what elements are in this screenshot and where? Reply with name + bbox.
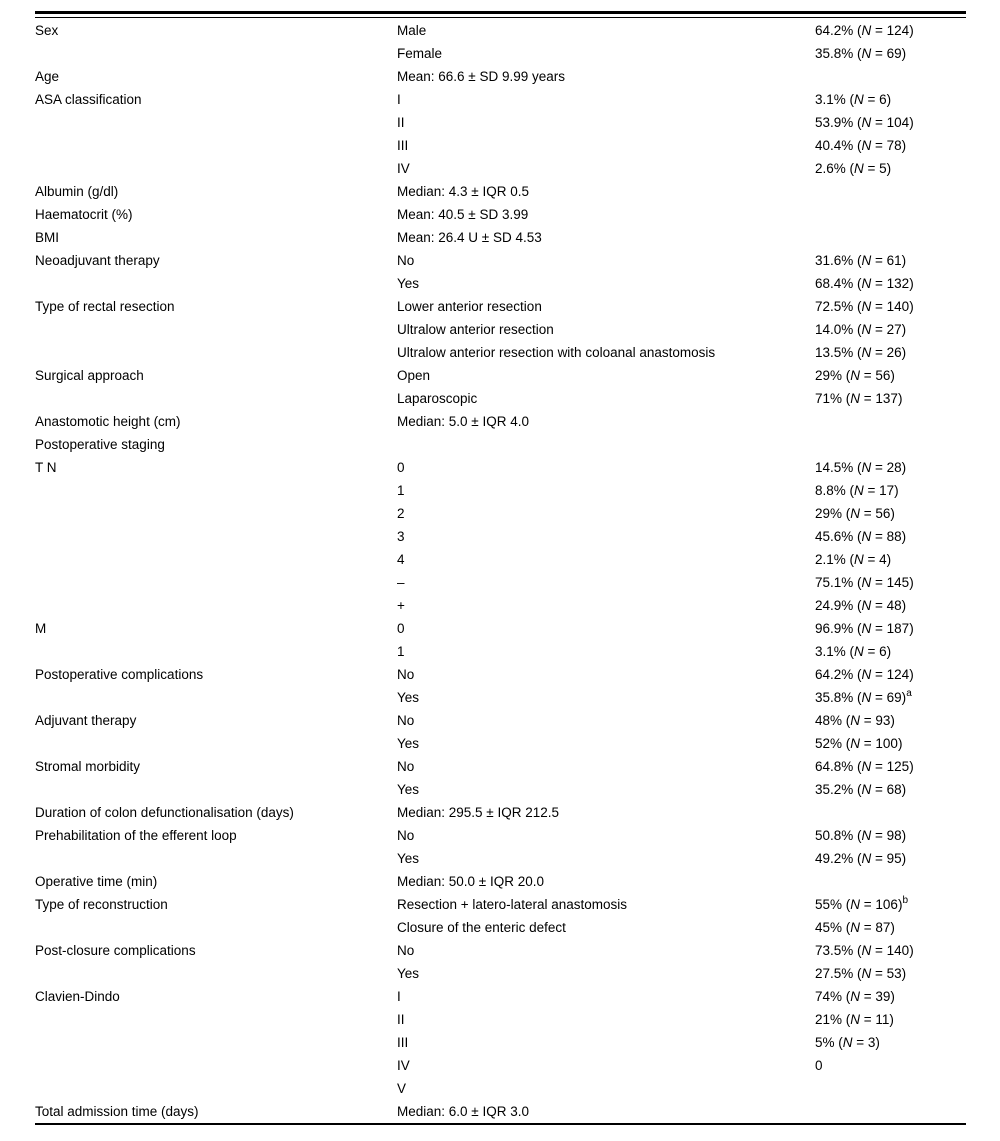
table-row [35, 65, 966, 88]
value-cell [815, 65, 966, 88]
table-row [35, 502, 966, 525]
category-cell: No [397, 828, 415, 843]
table-row [35, 709, 966, 732]
italic-n: N [861, 966, 872, 981]
category-cell: IV [397, 1058, 410, 1073]
table-row [35, 801, 966, 824]
value-cell: 50.8% (N = 98) [815, 828, 907, 843]
value-cell: 2.6% (N = 5) [815, 161, 892, 176]
category-cell: IV [397, 161, 410, 176]
value-cell [815, 226, 966, 249]
category-cell: Open [397, 368, 431, 383]
table-row [35, 410, 966, 433]
table-row [35, 1077, 966, 1100]
variable-cell [35, 732, 397, 755]
table-row [35, 226, 966, 249]
table-row [35, 433, 966, 456]
table-row [35, 364, 966, 387]
italic-n: N [861, 621, 872, 636]
category-cell: Yes [397, 736, 420, 751]
table-row [35, 387, 966, 410]
category-cell: 1 [397, 644, 405, 659]
variable-cell: Type of reconstruction [35, 897, 168, 912]
category-cell: Mean: 66.6 ± SD 9.99 years [397, 69, 565, 84]
category-cell [397, 433, 815, 456]
category-cell: No [397, 713, 415, 728]
variable-cell: Adjuvant therapy [35, 713, 137, 728]
table-row [35, 341, 966, 364]
value-cell: 35.2% (N = 68) [815, 782, 907, 797]
value-cell: 55% (N = 106)$^b$ [815, 894, 908, 912]
table-row [35, 617, 966, 640]
italic-n: N [850, 368, 861, 383]
variable-cell: Albumin (g/dl) [35, 184, 119, 199]
italic-n: N [861, 460, 872, 475]
value-cell [815, 870, 966, 893]
value-cell: 2.1% (N = 4) [815, 552, 892, 567]
variable-cell: Haematocrit (%) [35, 207, 133, 222]
variable-cell [35, 548, 397, 571]
category-cell: Female [397, 46, 443, 61]
table-row [35, 571, 966, 594]
value-cell: 14.0% (N = 27) [815, 322, 907, 337]
category-cell: + [397, 598, 405, 613]
footnote-marker: a [906, 687, 912, 699]
category-cell: No [397, 759, 415, 774]
value-cell: 31.6% (N = 61) [815, 253, 907, 268]
italic-n: N [861, 828, 872, 843]
footnote-marker: b [902, 894, 908, 906]
value-cell [815, 180, 966, 203]
variable-cell: BMI [35, 230, 60, 245]
value-cell: 75.1% (N = 145) [815, 575, 914, 590]
value-cell: 49.2% (N = 95) [815, 851, 907, 866]
variable-cell: Post-closure complications [35, 943, 196, 958]
table-row [35, 295, 966, 318]
variable-cell [35, 847, 397, 870]
variable-cell [35, 318, 397, 341]
value-cell: 68.4% (N = 132) [815, 276, 914, 291]
category-cell: Male [397, 23, 427, 38]
variable-cell [35, 916, 397, 939]
table-row [35, 525, 966, 548]
variable-cell [35, 686, 397, 709]
variable-cell [35, 962, 397, 985]
category-cell: II [397, 115, 405, 130]
italic-n: N [850, 897, 861, 912]
value-cell: 45.6% (N = 88) [815, 529, 907, 544]
variable-cell: Age [35, 69, 60, 84]
value-cell: 21% (N = 11) [815, 1012, 894, 1027]
italic-n: N [850, 989, 861, 1004]
variable-cell [35, 1054, 397, 1077]
category-cell: Yes [397, 276, 420, 291]
category-cell: 2 [397, 506, 405, 521]
category-cell: Median: 4.3 ± IQR 0.5 [397, 184, 529, 199]
italic-n: N [861, 667, 872, 682]
variable-cell [35, 272, 397, 295]
value-cell: 64.2% (N = 124) [815, 23, 914, 38]
variable-cell [35, 1077, 397, 1100]
table-row [35, 640, 966, 663]
variable-cell: Postoperative complications [35, 667, 204, 682]
table-bottom-rule [35, 1123, 966, 1125]
category-cell: Ultralow anterior resection [397, 322, 554, 337]
variable-cell: Surgical approach [35, 368, 144, 383]
value-cell [815, 410, 966, 433]
variable-cell [35, 571, 397, 594]
value-cell: 27.5% (N = 53) [815, 966, 907, 981]
value-cell: 64.8% (N = 125) [815, 759, 914, 774]
category-cell: Yes [397, 851, 420, 866]
italic-n: N [850, 506, 861, 521]
table-row [35, 180, 966, 203]
italic-n: N [854, 644, 864, 659]
italic-n: N [850, 1012, 861, 1027]
italic-n: N [854, 552, 864, 567]
variable-cell: Operative time (min) [35, 874, 158, 889]
italic-n: N [854, 92, 864, 107]
italic-n: N [861, 575, 872, 590]
value-cell: 53.9% (N = 104) [815, 115, 914, 130]
table-header-rule [35, 17, 966, 18]
category-cell: Median: 295.5 ± IQR 212.5 [397, 805, 560, 820]
table-row [35, 686, 966, 709]
table-row [35, 1008, 966, 1031]
value-cell: 96.9% (N = 187) [815, 621, 914, 636]
value-cell: 29% (N = 56) [815, 368, 895, 383]
category-cell: Median: 50.0 ± IQR 20.0 [397, 874, 544, 889]
table-row [35, 847, 966, 870]
italic-n: N [854, 161, 864, 176]
value-cell: 13.5% (N = 26) [815, 345, 907, 360]
value-cell [815, 433, 966, 456]
italic-n: N [850, 713, 861, 728]
category-cell: No [397, 667, 415, 682]
value-cell: 73.5% (N = 140) [815, 943, 914, 958]
table-row [35, 42, 966, 65]
value-cell: 14.5% (N = 28) [815, 460, 907, 475]
italic-n: N [861, 138, 872, 153]
table-row [35, 1054, 966, 1077]
characteristics-table-wrap [35, 11, 966, 1125]
value-cell: 48% (N = 93) [815, 713, 895, 728]
category-cell: Resection + latero-lateral anastomosis [397, 897, 627, 912]
italic-n: N [842, 1035, 853, 1050]
variable-cell: Sex [35, 23, 59, 38]
category-cell: 4 [397, 552, 405, 567]
italic-n: N [861, 598, 872, 613]
category-cell: Closure of the enteric defect [397, 920, 566, 935]
italic-n: N [861, 115, 872, 130]
value-cell: 3.1% (N = 6) [815, 644, 892, 659]
table-row [35, 755, 966, 778]
variable-cell: Type of rectal resection [35, 299, 175, 314]
italic-n: N [861, 299, 872, 314]
table-row [35, 157, 966, 180]
category-cell: Laparoscopic [397, 391, 478, 406]
table-row [35, 479, 966, 502]
category-cell: III [397, 1035, 409, 1050]
table-row [35, 916, 966, 939]
italic-n: N [861, 23, 872, 38]
variable-cell: Postoperative staging [35, 437, 165, 452]
value-cell: 45% (N = 87) [815, 920, 895, 935]
italic-n: N [850, 920, 861, 935]
variable-cell: Clavien-Dindo [35, 989, 120, 1004]
category-cell: Yes [397, 966, 420, 981]
table-row [35, 985, 966, 1008]
category-cell: V [397, 1081, 407, 1096]
table-row [35, 870, 966, 893]
variable-cell: Prehabilitation of the efferent loop [35, 828, 237, 843]
variable-cell [35, 525, 397, 548]
italic-n: N [861, 253, 872, 268]
table-row [35, 249, 966, 272]
italic-n: N [850, 391, 861, 406]
variable-cell [35, 778, 397, 801]
table-row [35, 19, 966, 42]
value-cell: 24.9% (N = 48) [815, 598, 907, 613]
table-row [35, 548, 966, 571]
variable-cell [35, 157, 397, 180]
variable-cell [35, 134, 397, 157]
category-cell: II [397, 1012, 405, 1027]
table-row [35, 272, 966, 295]
value-cell: 64.2% (N = 124) [815, 667, 914, 682]
value-cell [815, 203, 966, 226]
category-cell: – [397, 575, 405, 590]
variable-cell: Total admission time (days) [35, 1104, 199, 1119]
category-cell: 0 [397, 460, 405, 475]
table-row [35, 88, 966, 111]
category-cell: Median: 5.0 ± IQR 4.0 [397, 414, 529, 429]
category-cell: I [397, 92, 401, 107]
variable-cell [35, 111, 397, 134]
italic-n: N [861, 943, 872, 958]
category-cell: Mean: 40.5 ± SD 3.99 [397, 207, 529, 222]
variable-cell: T N [35, 460, 57, 475]
variable-cell: ASA classification [35, 92, 142, 107]
value-cell: 74% (N = 39) [815, 989, 895, 1004]
value-cell: 40.4% (N = 78) [815, 138, 907, 153]
value-cell: 0 [815, 1058, 823, 1073]
value-cell [815, 801, 966, 824]
category-cell: III [397, 138, 409, 153]
variable-cell [35, 387, 397, 410]
value-cell: 71% (N = 137) [815, 391, 903, 406]
value-cell [815, 1100, 966, 1123]
value-cell: 8.8% (N = 17) [815, 483, 899, 498]
table-row [35, 594, 966, 617]
category-cell: 1 [397, 483, 405, 498]
table-row [35, 318, 966, 341]
variable-cell [35, 341, 397, 364]
variable-cell: Neoadjuvant therapy [35, 253, 160, 268]
italic-n: N [861, 529, 872, 544]
category-cell: Median: 6.0 ± IQR 3.0 [397, 1104, 529, 1119]
table-row [35, 1100, 966, 1123]
italic-n: N [861, 46, 872, 61]
italic-n: N [861, 759, 872, 774]
variable-cell [35, 640, 397, 663]
italic-n: N [861, 322, 872, 337]
table-top-rule [35, 11, 966, 14]
table-row [35, 203, 966, 226]
table-row [35, 893, 966, 916]
value-cell [815, 1077, 966, 1100]
category-cell: No [397, 943, 415, 958]
value-cell: 72.5% (N = 140) [815, 299, 914, 314]
variable-cell [35, 479, 397, 502]
italic-n: N [861, 851, 872, 866]
italic-n: N [854, 483, 864, 498]
value-cell: 29% (N = 56) [815, 506, 895, 521]
variable-cell: Duration of colon defunctionalisation (days) [35, 805, 294, 820]
table-row [35, 962, 966, 985]
table-row [35, 732, 966, 755]
table-row [35, 824, 966, 847]
variable-cell: Stromal morbidity [35, 759, 141, 774]
category-cell: Yes [397, 782, 420, 797]
variable-cell: Anastomotic height (cm) [35, 414, 181, 429]
variable-cell [35, 1031, 397, 1054]
value-cell: 52% (N = 100) [815, 736, 903, 751]
category-cell: Lower anterior resection [397, 299, 542, 314]
patient-characteristics-table [35, 19, 966, 1123]
variable-cell [35, 42, 397, 65]
variable-cell: M [35, 621, 47, 636]
variable-cell [35, 1008, 397, 1031]
italic-n: N [861, 690, 872, 705]
category-cell: 0 [397, 621, 405, 636]
table-row [35, 939, 966, 962]
category-cell: No [397, 253, 415, 268]
category-cell: 3 [397, 529, 405, 544]
italic-n: N [861, 276, 872, 291]
category-cell: I [397, 989, 401, 1004]
italic-n: N [850, 736, 861, 751]
italic-n: N [861, 345, 872, 360]
variable-cell [35, 594, 397, 617]
table-row [35, 111, 966, 134]
table-row [35, 456, 966, 479]
table-body [35, 19, 966, 1123]
table-row [35, 663, 966, 686]
variable-cell [35, 502, 397, 525]
table-row [35, 1031, 966, 1054]
value-cell: 3.1% (N = 6) [815, 92, 892, 107]
table-row [35, 778, 966, 801]
italic-n: N [861, 782, 872, 797]
value-cell: 35.8% (N = 69) [815, 46, 907, 61]
value-cell: 35.8% (N = 69)$^a$ [815, 687, 912, 705]
table-row [35, 134, 966, 157]
category-cell: Yes [397, 690, 420, 705]
value-cell: 5% (N = 3) [815, 1035, 880, 1050]
category-cell: Mean: 26.4 U ± SD 4.53 [397, 230, 542, 245]
category-cell: Ultralow anterior resection with coloanal anastomosis [397, 345, 716, 360]
